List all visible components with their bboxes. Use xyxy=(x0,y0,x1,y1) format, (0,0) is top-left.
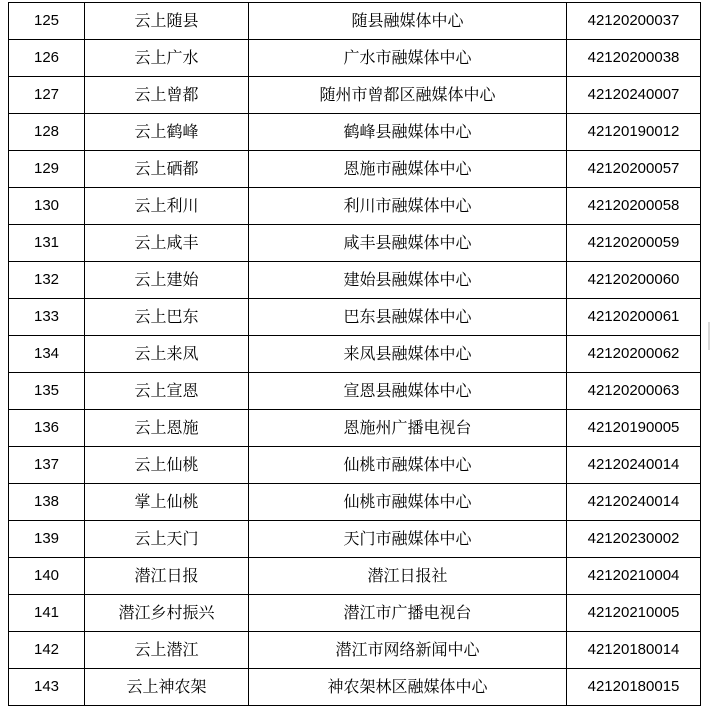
table-row xyxy=(9,3,701,40)
table-row xyxy=(9,447,701,484)
cell-app-name: 云上巴东 xyxy=(85,299,249,336)
cell-license-code: 42120210005 xyxy=(567,595,701,632)
cell-organization: 随州市曾都区融媒体中心 xyxy=(249,77,567,114)
cell-license-code: 42120190012 xyxy=(567,114,701,151)
cell-organization: 广水市融媒体中心 xyxy=(249,40,567,77)
cell-organization: 利川市融媒体中心 xyxy=(249,188,567,225)
cell-app-name: 云上广水 xyxy=(85,40,249,77)
table-row xyxy=(9,669,701,706)
cell-app-name: 云上利川 xyxy=(85,188,249,225)
cell-license-code: 42120200057 xyxy=(567,151,701,188)
cell-index: 134 xyxy=(9,336,85,373)
cell-index: 128 xyxy=(9,114,85,151)
table-row xyxy=(9,336,701,373)
cell-organization: 潜江市网络新闻中心 xyxy=(249,632,567,669)
table-row xyxy=(9,484,701,521)
table-row xyxy=(9,632,701,669)
table-row xyxy=(9,373,701,410)
table-row xyxy=(9,225,701,262)
cell-index: 137 xyxy=(9,447,85,484)
cell-license-code: 42120200058 xyxy=(567,188,701,225)
registry-table xyxy=(8,2,701,706)
table-row xyxy=(9,40,701,77)
cell-index: 131 xyxy=(9,225,85,262)
table-row xyxy=(9,410,701,447)
cell-index: 133 xyxy=(9,299,85,336)
cell-app-name: 云上宣恩 xyxy=(85,373,249,410)
table-body xyxy=(9,3,701,706)
cell-organization: 咸丰县融媒体中心 xyxy=(249,225,567,262)
cell-organization: 神农架林区融媒体中心 xyxy=(249,669,567,706)
cell-license-code: 42120180015 xyxy=(567,669,701,706)
cell-app-name: 潜江乡村振兴 xyxy=(85,595,249,632)
cell-organization: 来凤县融媒体中心 xyxy=(249,336,567,373)
cell-organization: 仙桃市融媒体中心 xyxy=(249,484,567,521)
cell-app-name: 云上曾都 xyxy=(85,77,249,114)
cell-app-name: 掌上仙桃 xyxy=(85,484,249,521)
cell-license-code: 42120190005 xyxy=(567,410,701,447)
cell-organization: 宣恩县融媒体中心 xyxy=(249,373,567,410)
cell-index: 125 xyxy=(9,3,85,40)
table-row xyxy=(9,188,701,225)
cell-index: 136 xyxy=(9,410,85,447)
registry-table-container xyxy=(8,2,700,706)
cell-index: 135 xyxy=(9,373,85,410)
cell-organization: 仙桃市融媒体中心 xyxy=(249,447,567,484)
table-row xyxy=(9,262,701,299)
cell-app-name: 云上仙桃 xyxy=(85,447,249,484)
cell-license-code: 42120200063 xyxy=(567,373,701,410)
cell-index: 132 xyxy=(9,262,85,299)
cell-index: 142 xyxy=(9,632,85,669)
cell-license-code: 42120200038 xyxy=(567,40,701,77)
cell-index: 141 xyxy=(9,595,85,632)
cell-index: 126 xyxy=(9,40,85,77)
cell-organization: 鹤峰县融媒体中心 xyxy=(249,114,567,151)
cell-app-name: 云上硒都 xyxy=(85,151,249,188)
cell-license-code: 42120200037 xyxy=(567,3,701,40)
table-row xyxy=(9,151,701,188)
cell-app-name: 云上建始 xyxy=(85,262,249,299)
cell-license-code: 42120240014 xyxy=(567,484,701,521)
cell-organization: 随县融媒体中心 xyxy=(249,3,567,40)
cell-license-code: 42120200061 xyxy=(567,299,701,336)
cell-license-code: 42120200060 xyxy=(567,262,701,299)
cell-app-name: 云上鹤峰 xyxy=(85,114,249,151)
table-row xyxy=(9,558,701,595)
cell-organization: 恩施州广播电视台 xyxy=(249,410,567,447)
cell-index: 138 xyxy=(9,484,85,521)
cell-organization: 潜江市广播电视台 xyxy=(249,595,567,632)
cell-index: 129 xyxy=(9,151,85,188)
cell-app-name: 云上恩施 xyxy=(85,410,249,447)
cell-organization: 建始县融媒体中心 xyxy=(249,262,567,299)
cell-license-code: 42120230002 xyxy=(567,521,701,558)
cell-app-name: 云上咸丰 xyxy=(85,225,249,262)
cell-organization: 天门市融媒体中心 xyxy=(249,521,567,558)
cell-index: 130 xyxy=(9,188,85,225)
cell-app-name: 云上神农架 xyxy=(85,669,249,706)
cell-app-name: 云上天门 xyxy=(85,521,249,558)
cell-index: 140 xyxy=(9,558,85,595)
cell-app-name: 云上随县 xyxy=(85,3,249,40)
cell-organization: 巴东县融媒体中心 xyxy=(249,299,567,336)
cell-license-code: 42120240007 xyxy=(567,77,701,114)
table-row xyxy=(9,114,701,151)
cell-license-code: 42120180014 xyxy=(567,632,701,669)
table-row xyxy=(9,521,701,558)
cell-license-code: 42120200059 xyxy=(567,225,701,262)
cell-index: 127 xyxy=(9,77,85,114)
cell-index: 139 xyxy=(9,521,85,558)
table-row xyxy=(9,299,701,336)
cell-organization: 恩施市融媒体中心 xyxy=(249,151,567,188)
cell-app-name: 云上潜江 xyxy=(85,632,249,669)
cell-license-code: 42120200062 xyxy=(567,336,701,373)
cell-organization: 潜江日报社 xyxy=(249,558,567,595)
cell-app-name: 潜江日报 xyxy=(85,558,249,595)
table-row xyxy=(9,77,701,114)
cell-license-code: 42120210004 xyxy=(567,558,701,595)
cell-app-name: 云上来凤 xyxy=(85,336,249,373)
table-row xyxy=(9,595,701,632)
cell-index: 143 xyxy=(9,669,85,706)
cell-license-code: 42120240014 xyxy=(567,447,701,484)
